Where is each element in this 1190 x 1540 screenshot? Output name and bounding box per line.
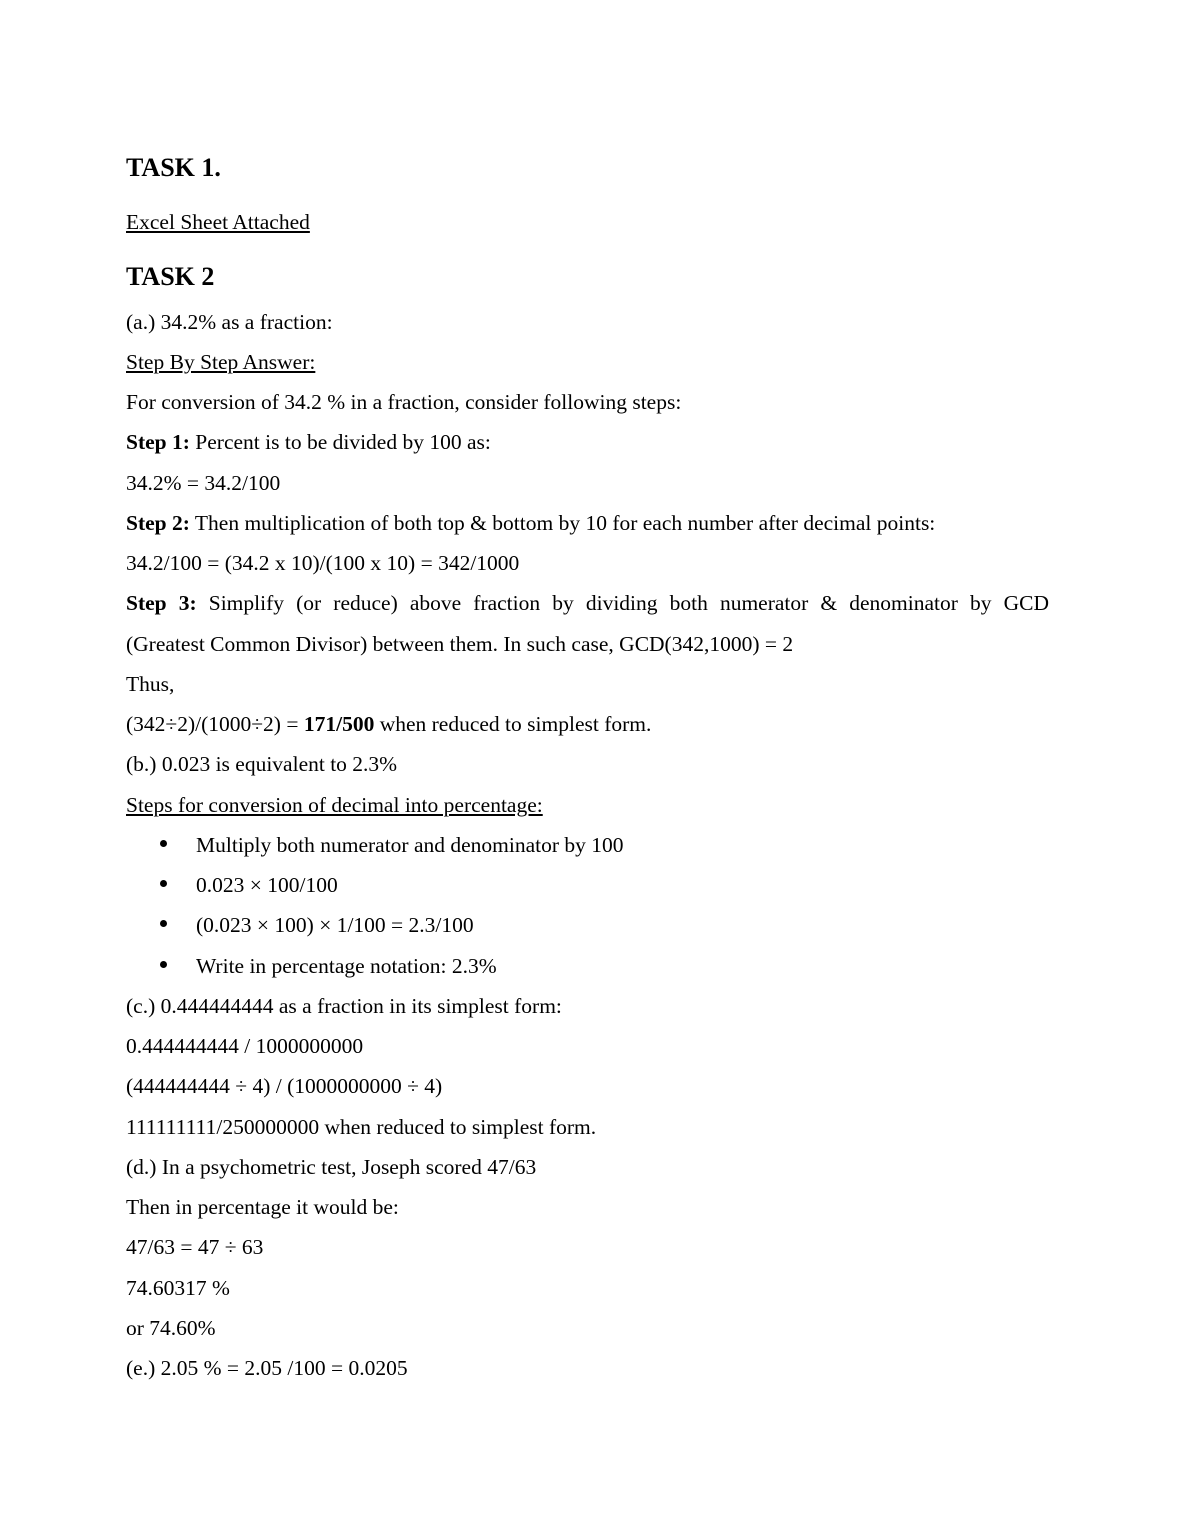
e-line: (e.) 2.05 % = 2.05 /100 = 0.0205 — [126, 1356, 408, 1380]
bullet-icon — [160, 961, 167, 968]
step2-equation: 34.2/100 = (34.2 x 10)/(100 x 10) = 342/1000 — [126, 551, 520, 575]
question-d: (d.) In a psychometric test, Joseph scored 47/63 — [126, 1155, 537, 1179]
result-a-fraction: 171/500 — [303, 712, 375, 736]
steps-b-heading: Steps for conversion of decimal into percentage: — [126, 793, 543, 817]
step3-continuation: (Greatest Common Divisor) between them. In such case, GCD(342,1000) = 2 — [126, 632, 794, 656]
d-line-1: Then in percentage it would be: — [126, 1195, 399, 1219]
bullet-icon — [160, 880, 167, 887]
step2-text: Then multiplication of both top & bottom by 10 for each number after decimal points: — [189, 511, 936, 535]
d-line-4: or 74.60% — [126, 1316, 216, 1340]
step3-line — [126, 590, 1049, 616]
task2-heading: TASK 2 — [126, 262, 215, 291]
step2-line — [126, 510, 935, 536]
list-item: Write in percentage notation: 2.3% — [196, 954, 497, 978]
list-item: (0.023 × 100) × 1/100 = 2.3/100 — [196, 913, 474, 937]
c-line-1: 0.444444444 / 1000000000 — [126, 1034, 364, 1058]
question-c: (c.) 0.444444444 as a fraction in its simplest form: — [126, 994, 562, 1018]
step1-text: Percent is to be divided by 100 as: — [189, 430, 491, 454]
question-a: (a.) 34.2% as a fraction: — [126, 310, 333, 334]
excel-sheet-link[interactable]: Excel Sheet Attached — [126, 210, 310, 234]
step3-text: Simplify (or reduce) above fraction by dividing both numerator & denominator by GCD — [196, 591, 1049, 615]
d-line-3: 74.60317 % — [126, 1276, 230, 1300]
thus-text: Thus, — [126, 672, 175, 696]
result-a-post: when reduced to simplest form. — [374, 712, 652, 736]
c-line-2: (444444444 ÷ 4) / (1000000000 ÷ 4) — [126, 1074, 443, 1098]
step2-label: Step 2: — [126, 511, 190, 535]
list-item: Multiply both numerator and denominator by 100 — [196, 833, 624, 857]
result-a-line — [126, 711, 651, 737]
bullet-icon — [160, 840, 167, 847]
d-line-2: 47/63 = 47 ÷ 63 — [126, 1235, 264, 1259]
bullet-icon — [160, 920, 167, 927]
step1-label: Step 1: — [126, 430, 190, 454]
step-by-step-heading: Step By Step Answer: — [126, 350, 316, 374]
result-a-pre: (342÷2)/(1000÷2) = — [126, 712, 304, 736]
c-line-3: 111111111/250000000 when reduced to simplest form. — [126, 1115, 597, 1139]
task1-heading: TASK 1. — [126, 153, 221, 182]
list-item: 0.023 × 100/100 — [196, 873, 338, 897]
step1-line — [126, 429, 491, 455]
statement-b: (b.) 0.023 is equivalent to 2.3% — [126, 752, 398, 776]
step3-label: Step 3: — [126, 591, 197, 615]
step1-equation: 34.2% = 34.2/100 — [126, 471, 281, 495]
conversion-intro: For conversion of 34.2 % in a fraction, consider following steps: — [126, 390, 682, 414]
